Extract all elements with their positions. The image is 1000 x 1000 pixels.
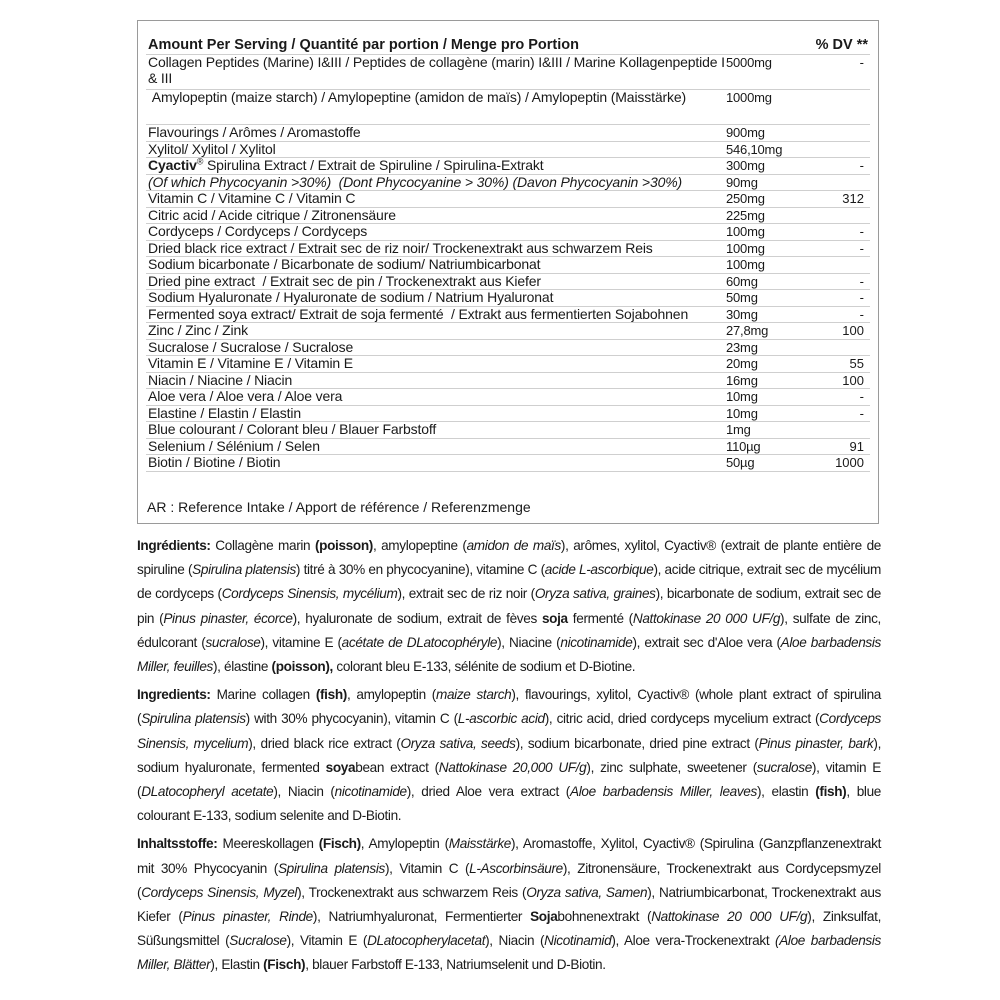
ingredient-text-segment: ), vitamin E ( xyxy=(137,759,881,800)
nutrition-row xyxy=(146,273,870,290)
nutrient-dv xyxy=(804,90,870,125)
nutrition-row xyxy=(146,389,870,406)
nutrient-label: Sodium Hyaluronate / Hyaluronate de sodium / Natrium Hyaluronat xyxy=(148,289,554,305)
ingredient-text-segment: Maisstärke xyxy=(448,836,511,852)
nutrient-name xyxy=(146,273,726,290)
ingredient-text-segment: Sucralose xyxy=(229,933,287,949)
ingredients-en xyxy=(137,683,881,828)
nutrient-amount: 10mg xyxy=(726,389,804,406)
ingredient-text-segment: colorant bleu E-133, sélénite de sodium et D-Biotine. xyxy=(332,659,636,675)
ingredient-text-segment: ), dried black rice extract ( xyxy=(248,735,401,751)
nutrient-name xyxy=(146,191,726,208)
ingredient-text-segment: Inhaltsstoffe: xyxy=(137,836,223,852)
ingredient-text-segment: nicotinamide xyxy=(560,634,633,650)
nutrient-name xyxy=(146,389,726,406)
nutrient-label: Amylopeptin (maize starch) / Amylopeptine (amidon de maïs) / Amylopeptin (Maisstärke) xyxy=(148,89,686,105)
nutrient-dv: 312 xyxy=(804,191,870,208)
ingredient-text-segment: Cordyceps Sinensis, mycelium xyxy=(137,711,881,751)
ingredient-text-segment: soya xyxy=(325,759,356,775)
ingredient-text-segment: Ingrédients: xyxy=(137,538,216,553)
ingredient-text-segment: , Amylopeptin ( xyxy=(360,836,449,852)
ingredient-text-segment: ), bicarbonate de sodium, extrait sec de pin ( xyxy=(137,586,881,626)
nutrition-rows xyxy=(146,55,870,472)
ingredient-text-segment: acide L-ascorbique xyxy=(544,562,654,578)
ingredient-text-segment: Ingredients: xyxy=(137,687,217,703)
ingredients-section xyxy=(137,534,881,982)
ingredient-text-segment: DLatocopheryl acetate xyxy=(141,784,274,800)
nutrition-row xyxy=(146,438,870,455)
ingredient-text-segment: Marine collagen xyxy=(216,687,316,703)
nutrient-amount: 23mg xyxy=(726,339,804,356)
nutrient-amount: 27,8mg xyxy=(726,323,804,340)
nutrient-dv xyxy=(804,422,870,439)
nutrient-amount: 10mg xyxy=(726,405,804,422)
nutrient-dv: 100 xyxy=(804,323,870,340)
ingredient-text-segment: ), Natriumbicarbonat, Trockenextrakt aus Kiefer ( xyxy=(137,884,881,925)
ingredient-text-segment: Spirulina platensis xyxy=(192,562,296,578)
nutrient-dv: - xyxy=(804,306,870,323)
nutrient-name xyxy=(146,141,726,158)
nutrition-row xyxy=(146,90,870,125)
nutrient-dv: 55 xyxy=(804,356,870,373)
nutrient-name xyxy=(146,90,726,125)
nutrient-dv: - xyxy=(804,224,870,241)
ingredient-text-segment: , blauer Farbstoff E-133, Natriumselenit und D-Biotin. xyxy=(305,957,606,973)
nutrient-label: Cordyceps / Cordyceps / Cordyceps xyxy=(148,223,368,239)
ingredient-text-segment: (Fisch) xyxy=(318,836,361,852)
ingredients-de xyxy=(137,832,881,977)
ingredient-text-segment: ) titré à 30% en phycocyanine), vitamine C ( xyxy=(295,562,545,578)
nutrient-name xyxy=(146,290,726,307)
nutrition-row xyxy=(146,323,870,340)
nutrient-name xyxy=(146,158,726,175)
ingredient-text-segment: L-Ascorbinsäure xyxy=(469,860,563,876)
nutrient-amount: 5000mg xyxy=(726,55,804,90)
nutrition-row xyxy=(146,158,870,175)
nutrient-amount: 250mg xyxy=(726,191,804,208)
nutrient-dv xyxy=(804,141,870,158)
ingredient-text-segment: Oryza sativa, Samen xyxy=(526,884,648,900)
nutrient-label: Biotin / Biotine / Biotin xyxy=(148,454,281,470)
nutrient-name xyxy=(146,438,726,455)
ingredient-text-segment: fermenté ( xyxy=(567,610,633,626)
nutrient-name xyxy=(146,174,726,191)
header-dv: % DV ** xyxy=(804,33,870,55)
ingredient-text-segment: ), hyaluronate de sodium, extrait de fèves xyxy=(292,610,542,626)
nutrient-label: Zinc / Zinc / Zink xyxy=(148,322,248,338)
nutrition-row xyxy=(146,339,870,356)
nutrient-amount: 60mg xyxy=(726,273,804,290)
nutrient-name xyxy=(146,405,726,422)
nutrient-label: Sucralose / Sucralose / Sucralose xyxy=(148,339,354,355)
nutrition-row xyxy=(146,422,870,439)
nutrient-label: Aloe vera / Aloe vera / Aloe vera xyxy=(148,388,343,404)
nutrient-amount: 900mg xyxy=(726,125,804,142)
ingredient-text-segment: maize starch xyxy=(435,687,512,703)
nutrition-row xyxy=(146,306,870,323)
ingredient-text-segment: amidon de maïs xyxy=(466,538,561,553)
nutrient-dv: 1000 xyxy=(804,455,870,472)
ingredient-text-segment: ), zinc sulphate, sweetener ( xyxy=(586,759,757,775)
nutrient-label: Flavourings / Arômes / Aromastoffe xyxy=(148,124,361,140)
nutrition-row xyxy=(146,405,870,422)
nutrient-amount: 20mg xyxy=(726,356,804,373)
nutrition-panel xyxy=(137,20,879,524)
nutrient-label: Vitamin E / Vitamine E / Vitamin E xyxy=(148,355,353,371)
nutrient-label: (Of which Phycocyanin >30%) (Dont Phycocyanine > 30%) (Davon Phycocyanin >30%) xyxy=(148,174,683,190)
ingredient-text-segment: , blue colourant E-133, sodium selenite and D-Biotin. xyxy=(137,784,881,824)
nutrient-label: Citric acid / Acide citrique / Zitronensäure xyxy=(148,207,396,223)
nutrient-amount: 100mg xyxy=(726,257,804,274)
nutrient-amount: 50mg xyxy=(726,290,804,307)
ingredient-text-segment: (poisson) xyxy=(314,538,373,553)
nutrient-name xyxy=(146,323,726,340)
nutrition-row xyxy=(146,174,870,191)
ingredient-text-segment: DLatocopherylacetat xyxy=(367,933,486,949)
nutrient-label: Spirulina Extract / Extrait de Spiruline / Spirulina-Extrakt xyxy=(203,157,544,173)
nutrient-name xyxy=(146,125,726,142)
nutrient-amount: 110µg xyxy=(726,438,804,455)
nutrition-row xyxy=(146,372,870,389)
ingredient-text-segment: Nattokinase 20 000 UF/g xyxy=(651,909,808,925)
ingredient-text-segment: (fish) xyxy=(815,784,847,800)
ingredients-fr xyxy=(137,534,881,679)
ingredient-text-segment: ), citric acid, dried cordyceps mycelium extract ( xyxy=(544,711,820,727)
ingredient-text-segment: ), Trockenextrakt aus schwarzem Reis ( xyxy=(297,884,527,900)
ingredient-text-segment: ), dried Aloe vera extract ( xyxy=(406,784,570,800)
nutrient-brand: Cyactiv xyxy=(148,157,197,173)
ingredient-text-segment: nicotinamide xyxy=(334,784,407,800)
nutrition-row xyxy=(146,455,870,472)
ingredient-text-segment: Pinus pinaster, bark xyxy=(758,735,874,751)
nutrient-dv xyxy=(804,339,870,356)
nutrient-amount: 30mg xyxy=(726,306,804,323)
nutrient-dv: 91 xyxy=(804,438,870,455)
nutrient-dv: - xyxy=(804,405,870,422)
ingredient-text-segment: (poisson), xyxy=(271,659,333,675)
ingredient-text-segment: Pinus pinaster, écorce xyxy=(163,610,293,626)
ingredient-text-segment: sucralose xyxy=(205,634,261,650)
nutrition-row xyxy=(146,257,870,274)
nutrition-row xyxy=(146,125,870,142)
ingredient-text-segment: ), sodium bicarbonate, dried pine extract ( xyxy=(515,735,759,751)
nutrient-amount: 90mg xyxy=(726,174,804,191)
ingredient-text-segment: ), Aloe vera-Trockenextrakt xyxy=(611,933,776,949)
nutrition-row xyxy=(146,191,870,208)
nutrient-name xyxy=(146,207,726,224)
nutrient-amount: 1mg xyxy=(726,422,804,439)
ingredient-text-segment: Nicotinamid xyxy=(544,933,612,949)
nutrient-name xyxy=(146,240,726,257)
nutrient-label: Dried black rice extract / Extrait sec de riz noir/ Trockenextrakt aus schwarzem Reis xyxy=(148,240,653,256)
nutrient-dv: - xyxy=(804,158,870,175)
nutrient-label: Sodium bicarbonate / Bicarbonate de sodium/ Natriumbicarbonat xyxy=(148,256,541,272)
nutrient-name xyxy=(146,257,726,274)
nutrition-row xyxy=(146,55,870,90)
nutrient-dv xyxy=(804,174,870,191)
ingredient-text-segment: Meereskollagen xyxy=(222,836,319,852)
nutrient-label: Niacin / Niacine / Niacin xyxy=(148,372,293,388)
ingredient-text-segment: ) with 30% phycocyanin), vitamin C ( xyxy=(245,711,458,727)
nutrient-label: Blue colourant / Colorant bleu / Blauer Farbstoff xyxy=(148,421,437,437)
ingredient-text-segment: ), Zinksulfat, Süßungsmittel ( xyxy=(137,909,881,949)
ingredient-text-segment: ), Niacine ( xyxy=(497,634,561,650)
ingredient-text-segment: ), Elastin xyxy=(210,957,264,973)
ingredient-text-segment: ), élastine xyxy=(213,659,272,675)
nutrient-label: Collagen Peptides (Marine) I&III / Peptides de collagène (marin) I&III / Marine Kollagenpeptide I & III xyxy=(148,54,725,86)
nutrient-amount: 546,10mg xyxy=(726,141,804,158)
reference-intake-note: AR : Reference Intake / Apport de référence / Referenzmenge xyxy=(147,499,531,515)
nutrient-dv: - xyxy=(804,290,870,307)
ingredient-text-segment: ), Zitronensäure, Trockenextrakt aus Cordycepsmyzel ( xyxy=(137,860,881,900)
ingredient-text-segment: Collagène marin xyxy=(215,538,315,553)
nutrient-dv xyxy=(804,125,870,142)
nutrition-row xyxy=(146,141,870,158)
ingredient-text-segment: bohnenextrakt ( xyxy=(557,909,652,925)
ingredient-text-segment: ), Natriumhyaluronat, Fermentierter xyxy=(312,909,531,925)
ingredient-text-segment: Spirulina platensis xyxy=(277,860,385,876)
ingredient-text-segment: Aloe barbadensis Miller, feuilles xyxy=(137,634,881,675)
nutrient-amount: 100mg xyxy=(726,240,804,257)
ingredient-text-segment: ), flavourings, xylitol, Cyactiv® (whole plant extract of spirulina ( xyxy=(137,687,881,727)
ingredient-text-segment: Oryza sativa, graines xyxy=(534,586,656,602)
ingredient-text-segment: Nattokinase 20,000 UF/g xyxy=(438,759,587,775)
nutrient-name xyxy=(146,455,726,472)
ingredient-text-segment: ), acide citrique, extrait sec de mycélium de cordyceps ( xyxy=(137,562,881,602)
ingredient-text-segment: soja xyxy=(541,610,568,626)
nutrient-name xyxy=(146,356,726,373)
ingredient-text-segment: Spirulina platensis xyxy=(141,711,246,727)
nutrient-dv xyxy=(804,257,870,274)
ingredient-text-segment: ), vitamine E ( xyxy=(260,634,342,650)
ingredient-text-segment: bean extract ( xyxy=(355,759,439,775)
ingredient-text-segment: (Fisch) xyxy=(263,957,306,973)
ingredient-text-segment: , amylopeptin ( xyxy=(346,687,436,703)
nutrient-name xyxy=(146,55,726,90)
header-amount-per-serving: Amount Per Serving / Quantité par portion / Menge pro Portion xyxy=(146,33,726,55)
nutrient-name xyxy=(146,339,726,356)
ingredient-text-segment: Cordyceps Sinensis, mycélium xyxy=(221,586,398,602)
ingredient-text-segment: (Aloe barbadensis Miller, Blätter xyxy=(137,933,881,973)
ingredient-text-segment: acétate de DLatocophéryle xyxy=(341,634,498,650)
nutrient-amount: 300mg xyxy=(726,158,804,175)
ingredient-text-segment: ), sulfate de zinc, édulcorant ( xyxy=(137,610,881,650)
ingredient-text-segment: (fish) xyxy=(315,687,347,703)
ingredient-text-segment: ), extrait sec d'Aloe vera ( xyxy=(632,634,781,650)
nutrition-table xyxy=(146,33,870,472)
nutrient-label: Selenium / Sélénium / Selen xyxy=(148,438,320,454)
ingredient-text-segment: , amylopeptine ( xyxy=(372,538,467,553)
nutrient-name xyxy=(146,372,726,389)
nutrient-dv: 100 xyxy=(804,372,870,389)
nutrient-label: Dried pine extract / Extrait sec de pin / Trockenextrakt aus Kiefer xyxy=(148,273,541,289)
nutrient-dv xyxy=(804,207,870,224)
nutrient-name xyxy=(146,224,726,241)
nutrition-row xyxy=(146,290,870,307)
nutrient-label: Elastine / Elastin / Elastin xyxy=(148,405,301,421)
ingredient-text-segment: sucralose xyxy=(756,759,812,775)
nutrient-label: Xylitol/ Xylitol / Xylitol xyxy=(148,141,276,157)
nutrient-label: Fermented soya extract/ Extrait de soja fermenté / Extrakt aus fermentierten Sojabohnen xyxy=(148,306,689,322)
nutrient-amount: 50µg xyxy=(726,455,804,472)
nutrient-dv: - xyxy=(804,240,870,257)
nutrient-amount: 225mg xyxy=(726,207,804,224)
nutrient-amount: 16mg xyxy=(726,372,804,389)
ingredient-text-segment: Soja xyxy=(530,909,558,925)
registered-mark: ® xyxy=(196,157,204,167)
ingredient-text-segment: Cordyceps Sinensis, Myzel xyxy=(141,884,298,900)
header-spacer xyxy=(726,33,804,55)
nutrient-name xyxy=(146,306,726,323)
nutrition-row xyxy=(146,356,870,373)
nutrient-label: Vitamin C / Vitamine C / Vitamin C xyxy=(148,190,356,206)
ingredient-text-segment: Nattokinase 20 000 UF/g xyxy=(632,610,781,626)
ingredient-text-segment: ), Aromastoffe, Xylitol, Cyactiv® (Spirulina (Ganzpflanzenextrakt mit 30% Phycocyanin ( xyxy=(137,836,881,876)
nutrient-dv: - xyxy=(804,55,870,90)
ingredient-text-segment: Aloe barbadensis Miller, leaves xyxy=(569,784,757,800)
ingredient-text-segment: Pinus pinaster, Rinde xyxy=(182,909,313,925)
nutrition-row xyxy=(146,207,870,224)
ingredient-text-segment: Oryza sativa, seeds xyxy=(400,735,516,751)
nutrient-amount: 100mg xyxy=(726,224,804,241)
ingredient-text-segment: ), arômes, xylitol, Cyactiv® (extrait de plante entière de spiruline ( xyxy=(137,538,881,578)
ingredient-text-segment: ), Vitamin E ( xyxy=(286,933,368,949)
ingredient-text-segment: ), elastin xyxy=(756,784,816,800)
ingredient-text-segment: ), Niacin ( xyxy=(485,933,545,949)
nutrient-dv: - xyxy=(804,389,870,406)
ingredient-text-segment: ), Vitamin C ( xyxy=(384,860,470,876)
nutrition-row xyxy=(146,224,870,241)
ingredient-text-segment: ), extrait sec de riz noir ( xyxy=(397,586,535,602)
ingredient-text-segment: ), Niacin ( xyxy=(273,784,335,800)
ingredient-text-segment: ), sodium hyaluronate, fermented xyxy=(137,735,881,775)
nutrition-row xyxy=(146,240,870,257)
nutrition-header-row xyxy=(146,33,870,55)
nutrient-amount: 1000mg xyxy=(726,90,804,125)
nutrient-name xyxy=(146,422,726,439)
ingredient-text-segment: L-ascorbic acid xyxy=(457,711,545,727)
nutrient-dv: - xyxy=(804,273,870,290)
